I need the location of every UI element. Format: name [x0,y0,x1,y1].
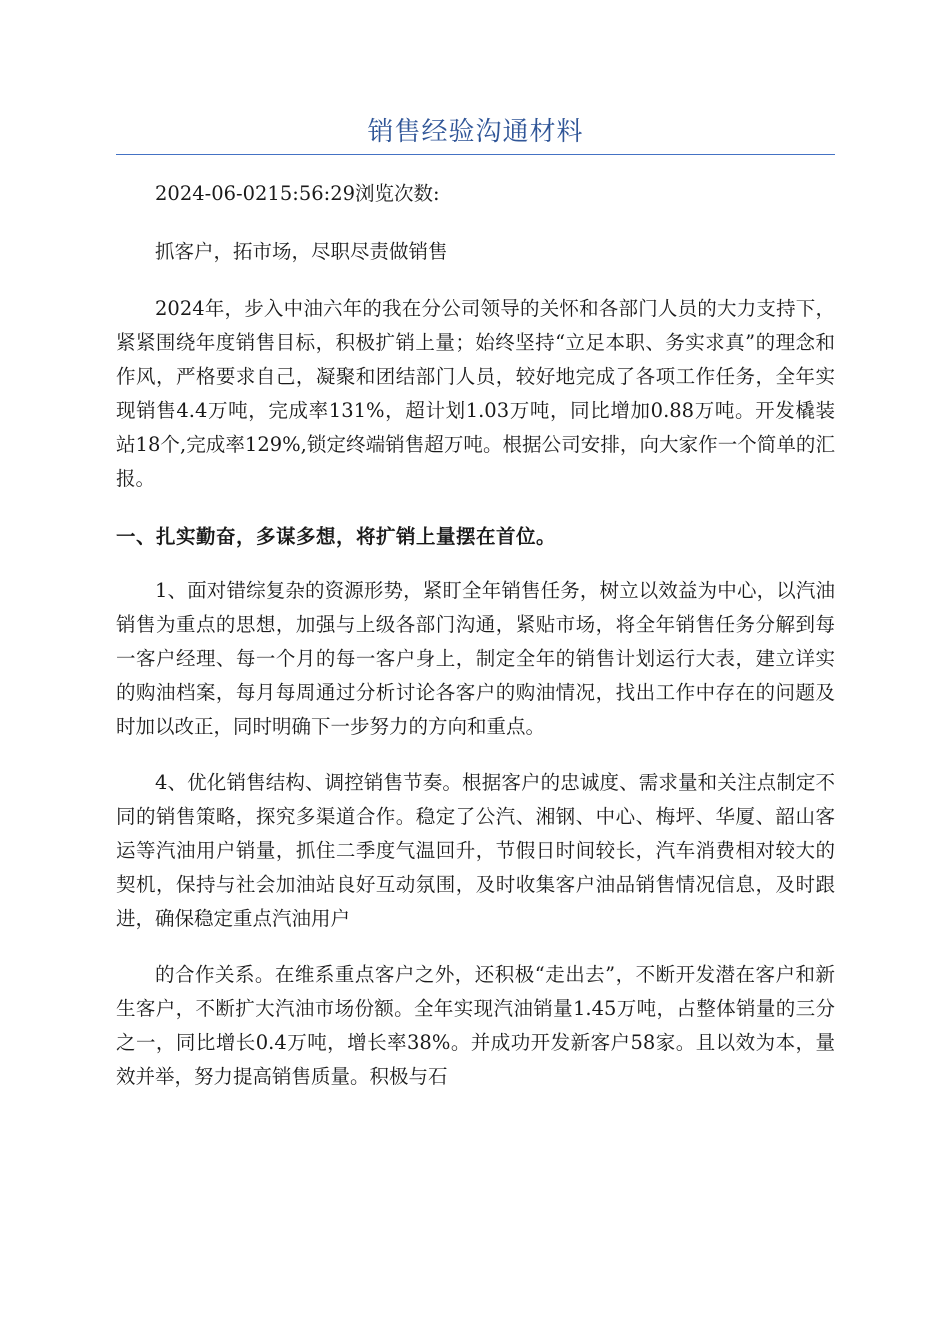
continuation-paragraph: 的合作关系。在维系重点客户之外，还积极“走出去”，不断开发潜在客户和新生客户，不断扩大汽油市场份额。全年实现汽油销量1.45万吨，占整体销量的三分之一，同比增长0.4万吨，增长率38%。并成功开发新客户58家。且以效为本，量效并举，努力提高销售质量。积极与石 [116,963,835,1088]
lead-line: 抓客户，拓市场，尽职尽责做销售 [155,240,448,263]
intro-paragraph: 2024年，步入中油六年的我在分公司领导的关怀和各部门人员的大力支持下，紧紧围绕年度销售目标，积极扩销上量；始终坚持“立足本职、务实求真”的理念和作风，严格要求自己，凝聚和团结部门人员，较好地完成了各项工作任务，全年实现销售4.4万吨，完成率131%，超计划1.03万吨，同比增加0.88万吨。开发橇装站18个,完成率129%,锁定终端销售超万吨。根据公司安排，向大家作一个简单的汇报。 [116,297,835,490]
item-4-paragraph: 4、优化销售结构、调控销售节奏。根据客户的忠诚度、需求量和关注点制定不同的销售策略，探究多渠道合作。稳定了公汽、湘钢、中心、梅坪、华厦、韶山客运等汽油用户销量，抓住二季度气温回升，节假日时间较长，汽车消费相对较大的契机，保持与社会加油站良好互动氛围，及时收集客户油品销售情况信息，及时跟进，确保稳定重点汽油用户 [116,771,835,930]
item-1-paragraph: 1、面对错综复杂的资源形势，紧盯全年销售任务，树立以效益为中心，以汽油销售为重点的思想，加强与上级各部门沟通，紧贴市场，将全年销售任务分解到每一客户经理、每一个月的每一客户身上，制定全年的销售计划运行大表，建立详实的购油档案，每月每周通过分析讨论各客户的购油情况，找出工作中存在的问题及时加以改正，同时明确下一步努力的方向和重点。 [116,579,835,738]
section-heading-1: 一、扎实勤奋，多谋多想，将扩销上量摆在首位。 [116,525,557,548]
publish-meta: 2024-06-0215:56:29浏览次数: [155,182,440,205]
title-underline [116,154,835,155]
document-title: 销售经验沟通材料 [367,117,584,147]
document-page [116,112,835,1094]
